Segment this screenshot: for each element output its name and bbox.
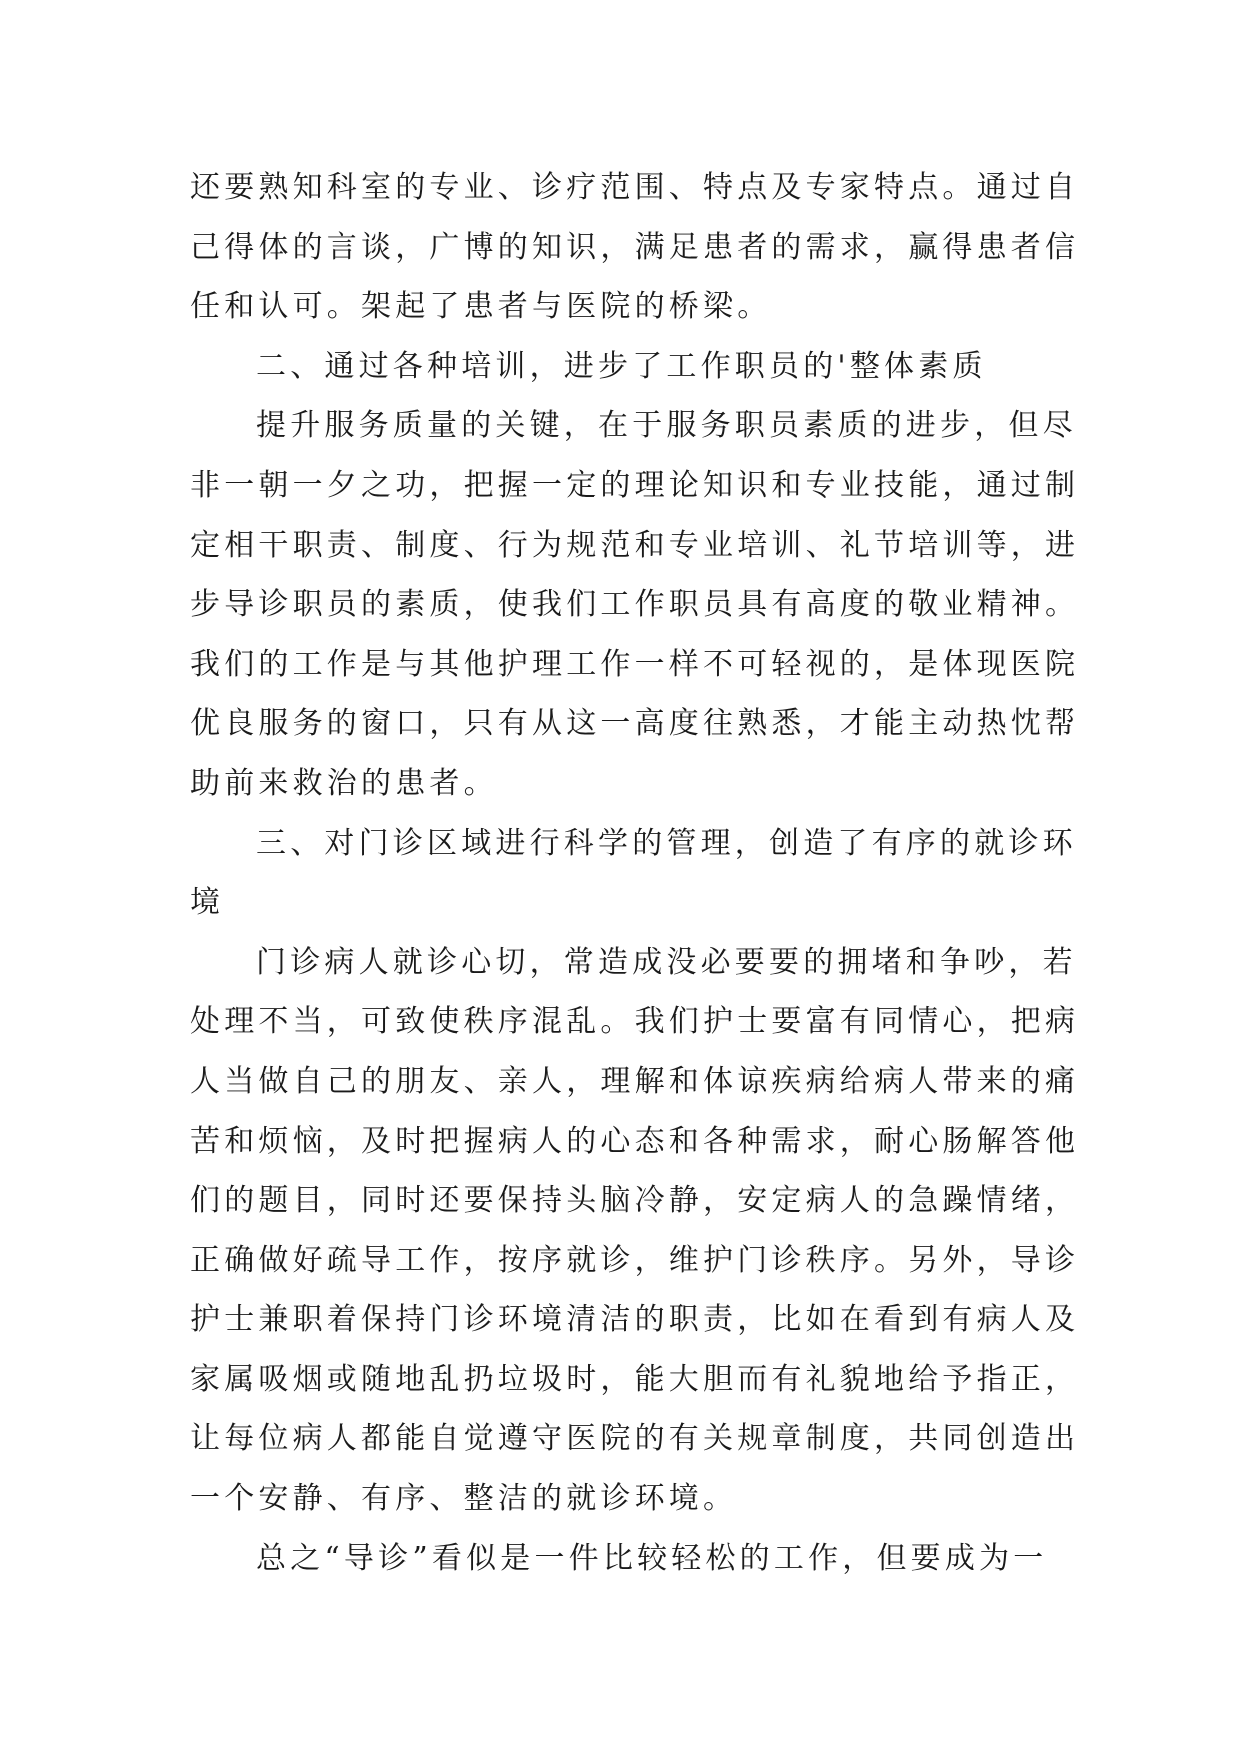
text-line: 三、对门诊区域进行科学的管理，创造了有序的就诊环 [256, 825, 1077, 861]
text-line: 人当做自己的朋友、亲人，理解和体谅疾病给病人带来的痛 [190, 1063, 1080, 1099]
text-line: 优良服务的窗口，只有从这一高度往熟悉，才能主动热忱帮 [190, 706, 1080, 742]
document-body [190, 158, 1080, 1588]
text-line: 家属吸烟或随地乱扔垃圾时，能大胆而有礼貌地给予指正， [190, 1361, 1080, 1397]
text-line: 门诊病人就诊心切，常造成没必要要的拥堵和争吵，若 [256, 944, 1077, 980]
text-line: 总之“导诊”看似是一件比较轻松的工作，但要成为一 [256, 1540, 1048, 1576]
text-line: 处理不当，可致使秩序混乱。我们护士要富有同情心，把病 [190, 1004, 1080, 1040]
text-line: 助前来救治的患者。 [190, 765, 498, 801]
text-line: 境 [190, 885, 225, 921]
text-line: 正确做好疏导工作，按序就诊，维护门诊秩序。另外，导诊 [190, 1242, 1080, 1278]
text-line: 定相干职责、制度、行为规范和专业培训、礼节培训等，进 [190, 527, 1080, 563]
text-line: 二、通过各种培训，进步了工作职员的'整体素质 [256, 348, 987, 384]
text-line: 还要熟知科室的专业、诊疗范围、特点及专家特点。通过自 [190, 170, 1080, 205]
text-line: 苦和烦恼，及时把握病人的心态和各种需求，耐心肠解答他 [190, 1123, 1080, 1159]
text-line: 非一朝一夕之功，把握一定的理论知识和专业技能，通过制 [190, 467, 1080, 503]
text-line: 护士兼职着保持门诊环境清洁的职责，比如在看到有病人及 [190, 1302, 1080, 1338]
text-line: 任和认可。架起了患者与医院的桥梁。 [190, 289, 772, 325]
text-line: 我们的工作是与其他护理工作一样不可轻视的，是体现医院 [190, 646, 1080, 682]
text-line: 让每位病人都能自觉遵守医院的有关规章制度，共同创造出 [190, 1421, 1080, 1457]
text-line: 一个安静、有序、整洁的就诊环境。 [190, 1481, 738, 1517]
text-line: 们的题目，同时还要保持头脑冷静，安定病人的急躁情绪， [190, 1183, 1080, 1219]
text-line: 步导诊职员的素质，使我们工作职员具有高度的敬业精神。 [190, 587, 1080, 623]
text-line: 提升服务质量的关键，在于服务职员素质的进步，但尽 [256, 408, 1077, 444]
text-line: 己得体的言谈，广博的知识，满足患者的需求，赢得患者信 [190, 229, 1080, 265]
